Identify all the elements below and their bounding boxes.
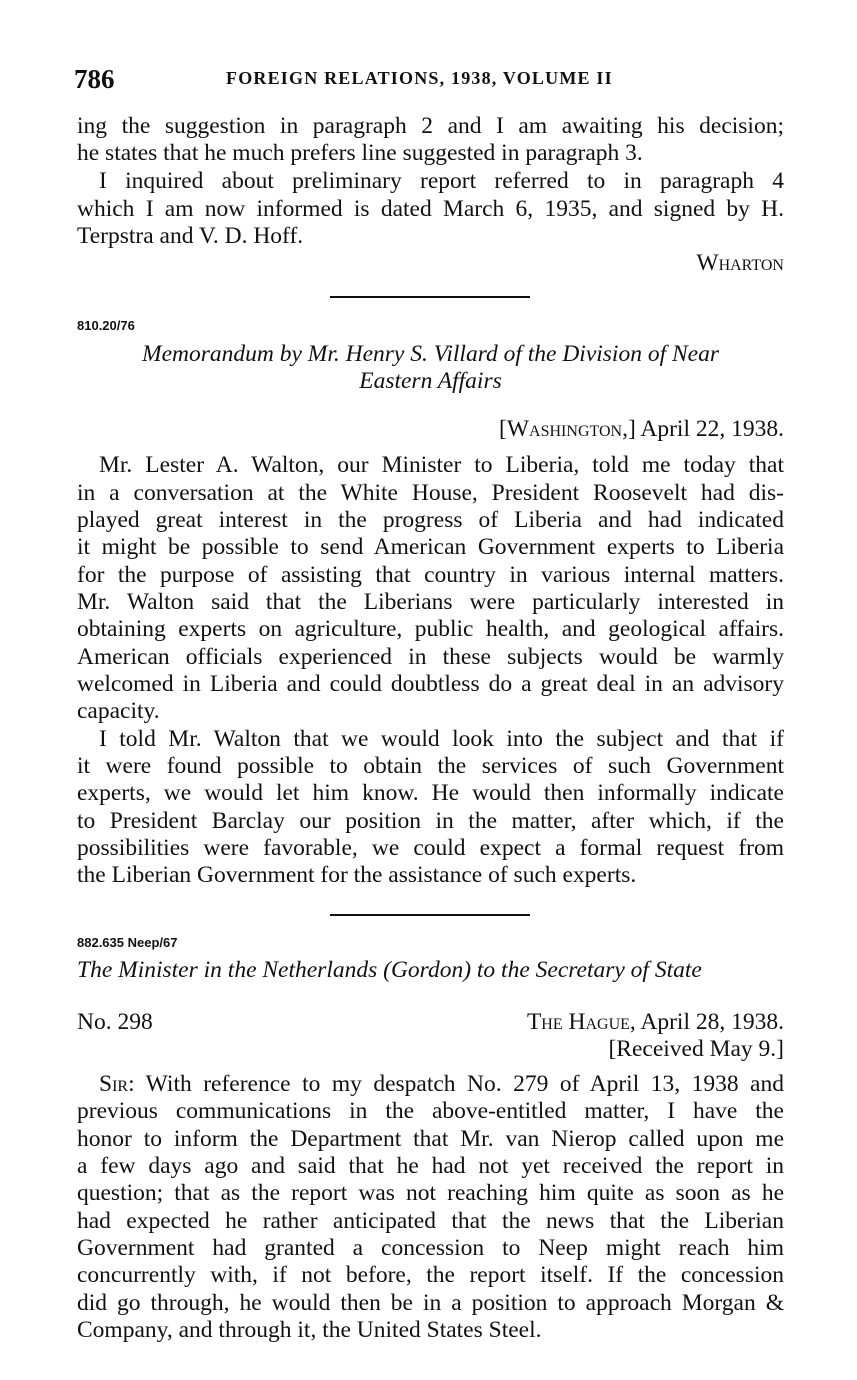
- text-line: experts, we would let him know. He would then informally indicate: [77, 780, 784, 806]
- signature: Wharton: [696, 250, 784, 276]
- text-line: honor to inform the Department that Mr. van Nierop called upon me: [77, 1126, 784, 1152]
- dateline: [77, 1009, 784, 1037]
- document-heading: Memorandum by Mr. Henry S. Villard of the Division of Near: [142, 341, 719, 367]
- text-line: to President Barclay our position in the matter, after which, if the: [77, 808, 784, 834]
- text-line: welcomed in Liberia and could doubtless do a great deal in an advisory: [77, 671, 784, 697]
- dateline-place: [Washington,]: [499, 416, 636, 442]
- text-line: in a conversation at the White House, President Roosevelt had dis-: [77, 480, 784, 506]
- page-number: 786: [74, 64, 115, 94]
- text-line: which I am now informed is dated March 6, 1935, and signed by H.: [77, 196, 784, 222]
- text-line: American officials experienced in these subjects would be warmly: [77, 644, 784, 670]
- text-line: capacity.: [77, 698, 160, 724]
- text-line: Terpstra and V. D. Hoff.: [77, 223, 304, 249]
- running-title: FOREIGN RELATIONS, 1938, VOLUME II: [226, 68, 613, 88]
- document-heading: Eastern Affairs: [359, 368, 502, 394]
- text-line: ing the suggestion in paragraph 2 and I am awaiting his decision;: [77, 113, 784, 139]
- document-heading: The Minister in the Netherlands (Gordon) to the Secretary of State: [77, 957, 702, 983]
- dateline: [77, 416, 784, 444]
- text-line: obtaining experts on agriculture, public health, and geological affairs.: [77, 616, 784, 642]
- section-divider: [330, 296, 530, 298]
- text-line: Government had granted a concession to Neep might reach him: [77, 1235, 784, 1261]
- text-line: possibilities were favorable, we could expect a formal request from: [77, 835, 784, 861]
- text-line: the Liberian Government for the assistance of such experts.: [77, 862, 637, 888]
- text-line: a few days ago and said that he had not yet received the report in: [77, 1153, 784, 1179]
- text-line: question; that as the report was not reaching him quite as soon as he: [77, 1180, 784, 1206]
- file-number: 810.20/76: [77, 318, 135, 333]
- text-line: Mr. Walton said that the Liberians were particularly interested in: [77, 589, 784, 615]
- text-line: I told Mr. Walton that we would look into the subject and that if: [99, 726, 784, 752]
- text-line: he states that he much prefers line suggested in paragraph 3.: [77, 140, 643, 166]
- text-line-content: With reference to my despatch No. 279 of April 13, 1938 and: [145, 1071, 784, 1097]
- text-line: previous communications in the above-entitled matter, I have the: [77, 1098, 784, 1124]
- text-line: Company, and through it, the United States Steel.: [77, 1317, 542, 1343]
- text-line: for the purpose of assisting that country in various internal matters.: [77, 562, 784, 588]
- salutation: Sir:: [99, 1071, 135, 1097]
- text-line: had expected he rather anticipated that the news that the Liberian: [77, 1208, 784, 1234]
- text-line: did go through, he would then be in a position to approach Morgan &: [77, 1290, 784, 1316]
- file-number: 882.635 Neep/67: [77, 935, 178, 950]
- dateline-place: The Hague,: [526, 1009, 636, 1035]
- text-line: I inquired about preliminary report referred to in paragraph 4: [99, 168, 784, 194]
- text-line: concurrently with, if not before, the report itself. If the concession: [77, 1262, 784, 1288]
- text-line: played great interest in the progress of Liberia and had indicated: [77, 507, 784, 533]
- text-line: it were found possible to obtain the services of such Government: [77, 753, 784, 779]
- section-divider: [330, 914, 530, 916]
- text-line: it might be possible to send American Government experts to Liberia: [77, 534, 784, 560]
- despatch-number: No. 298: [77, 1009, 153, 1035]
- text-line: Mr. Lester A. Walton, our Minister to Liberia, told me today that: [99, 452, 784, 478]
- dateline-date: April 22, 1938.: [640, 416, 784, 442]
- text-line: [77, 1071, 784, 1099]
- received-note: [Received May 9.]: [608, 1036, 784, 1062]
- dateline-date: April 28, 1938.: [640, 1009, 784, 1035]
